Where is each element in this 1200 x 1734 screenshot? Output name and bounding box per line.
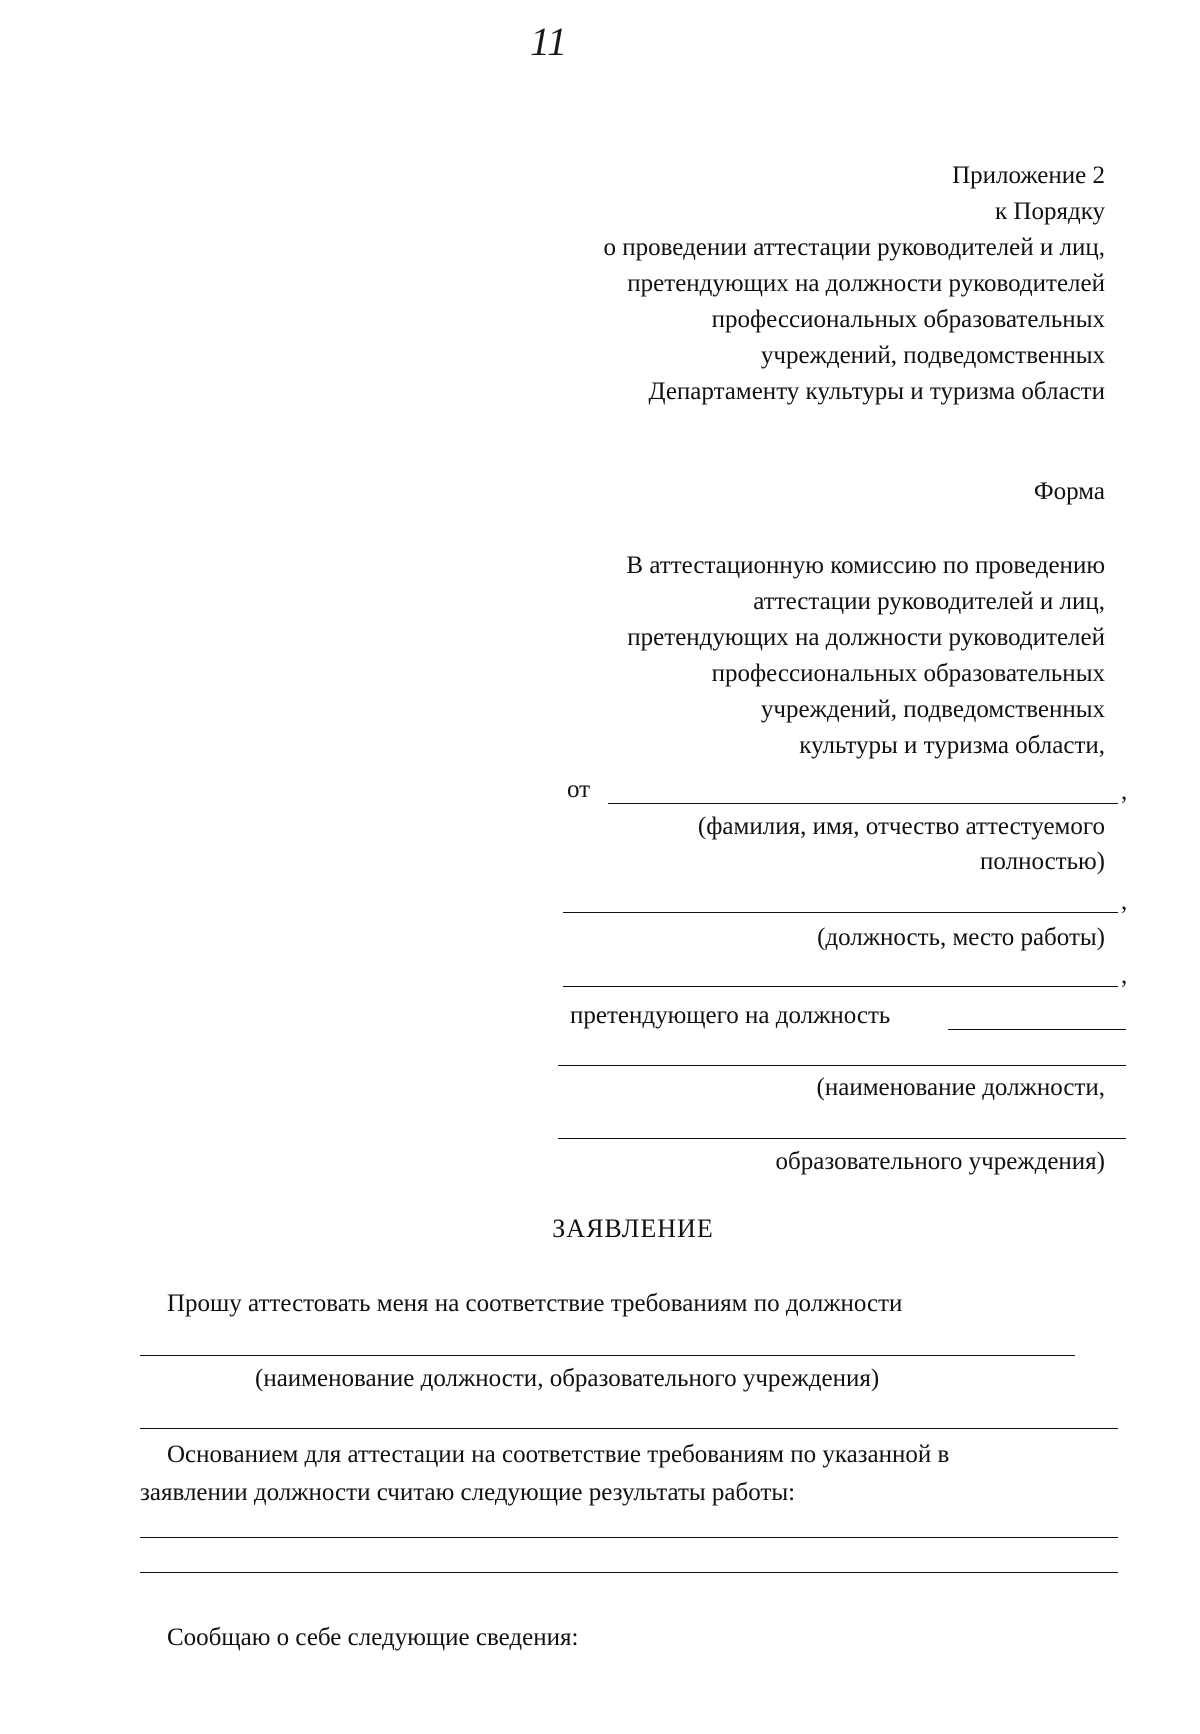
document-title: ЗАЯВЛЕНИЕ bbox=[552, 1214, 714, 1243]
appendix-line: Департаменту культуры и туризма области bbox=[648, 378, 1105, 405]
comma: , bbox=[1121, 888, 1128, 915]
position-name-line[interactable] bbox=[558, 1065, 1126, 1066]
addressee-block bbox=[626, 548, 1105, 764]
institution-hint: образовательного учреждения) bbox=[775, 1148, 1105, 1175]
addressee-line: претендующих на должности руководителей bbox=[627, 624, 1105, 651]
addressee-line: учреждений, подведомственных bbox=[760, 696, 1105, 723]
results-line-2[interactable] bbox=[140, 1572, 1118, 1573]
from-label: от bbox=[567, 776, 591, 803]
fio-field-line[interactable] bbox=[608, 803, 1118, 804]
appendix-line: Приложение 2 bbox=[952, 162, 1105, 189]
basis-text-line1: Основанием для аттестации на соответствие требованиям по указанной в bbox=[167, 1441, 950, 1468]
fio-hint-line2: полностью) bbox=[980, 848, 1105, 875]
addressee-line: культуры и туризма области, bbox=[799, 732, 1105, 759]
appendix-line: учреждений, подведомственных bbox=[760, 342, 1105, 369]
applicant-label: претендующего на должность bbox=[570, 1002, 891, 1029]
request-position-line-2[interactable] bbox=[140, 1428, 1118, 1429]
comma: , bbox=[1121, 962, 1128, 989]
basis-text-line2: заявлении должности считаю следующие результаты работы: bbox=[140, 1479, 796, 1506]
addressee-line: аттестации руководителей и лиц, bbox=[753, 588, 1105, 615]
page-number: 11 bbox=[530, 19, 568, 64]
appendix-header bbox=[604, 158, 1105, 410]
request-text: Прошу аттестовать меня на соответствие требованиям по должности bbox=[167, 1290, 903, 1317]
appendix-line: претендующих на должности руководителей bbox=[627, 270, 1105, 297]
institution-line[interactable] bbox=[558, 1138, 1126, 1139]
fio-hint-line1: (фамилия, имя, отчество аттестуемого bbox=[697, 813, 1105, 840]
form-label: Форма bbox=[1033, 478, 1105, 505]
request-position-line[interactable] bbox=[140, 1355, 1075, 1356]
comma: , bbox=[1121, 778, 1128, 805]
position-workplace-line-2[interactable] bbox=[563, 986, 1118, 987]
appendix-line: к Порядку bbox=[995, 198, 1105, 225]
position-name-hint: (наименование должности, bbox=[816, 1074, 1105, 1101]
applied-position-line[interactable] bbox=[948, 1029, 1126, 1030]
info-text: Сообщаю о себе следующие сведения: bbox=[167, 1624, 579, 1651]
results-line-1[interactable] bbox=[140, 1537, 1118, 1538]
appendix-line: профессиональных образовательных bbox=[711, 306, 1105, 333]
appendix-line: о проведении аттестации руководителей и лиц, bbox=[603, 234, 1105, 261]
request-position-hint: (наименование должности, образовательного учреждения) bbox=[255, 1365, 880, 1392]
addressee-line: профессиональных образовательных bbox=[711, 660, 1105, 687]
position-workplace-hint: (должность, место работы) bbox=[817, 924, 1105, 951]
addressee-line: В аттестационную комиссию по проведению bbox=[626, 552, 1105, 579]
position-workplace-line[interactable] bbox=[563, 912, 1118, 913]
